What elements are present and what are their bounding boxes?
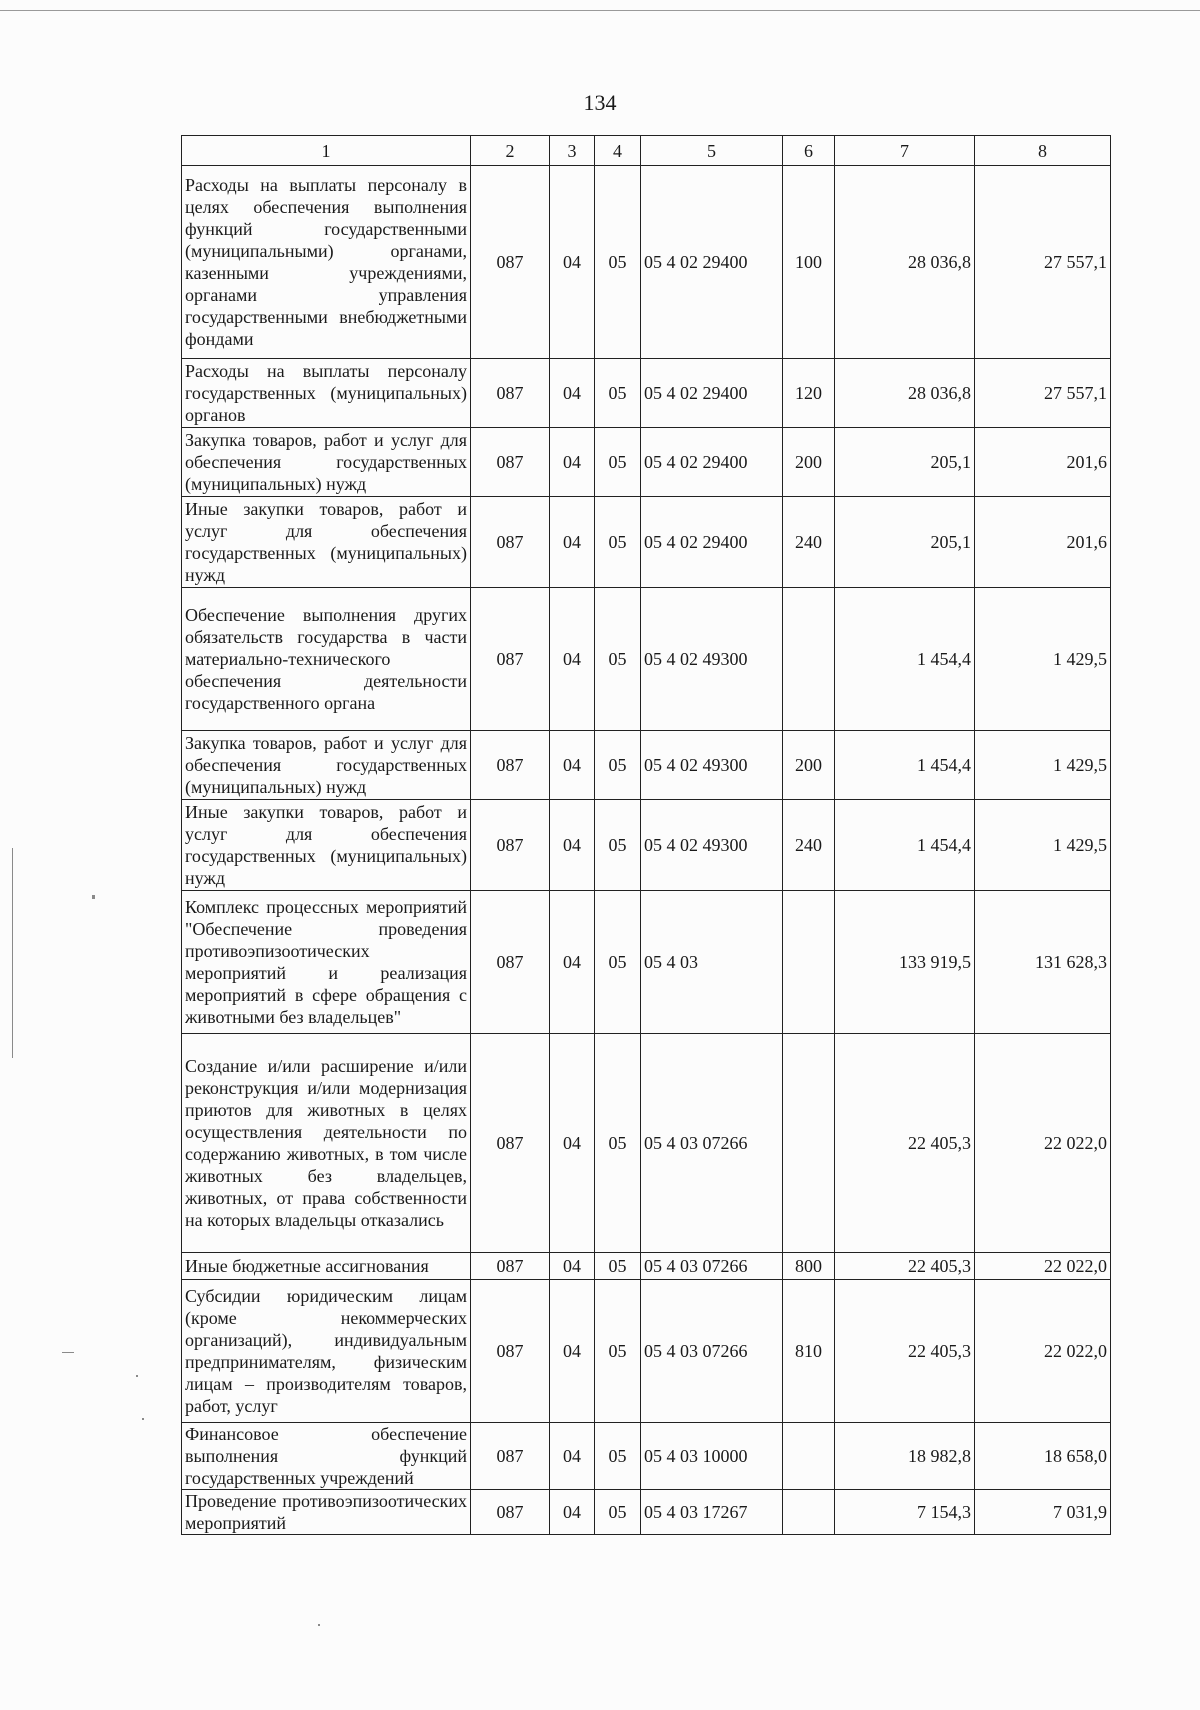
cell-rz: 04 bbox=[550, 588, 595, 731]
cell-rz: 04 bbox=[550, 1423, 595, 1490]
budget-table bbox=[181, 135, 1111, 1535]
cell-ved: 087 bbox=[471, 1280, 550, 1423]
table-row bbox=[182, 1280, 1111, 1423]
cell-vr: 120 bbox=[783, 359, 835, 428]
cell-csr: 05 4 02 49300 bbox=[641, 588, 783, 731]
cell-vr bbox=[783, 588, 835, 731]
cell-pr: 05 bbox=[595, 891, 641, 1034]
header-cell-vr: 6 bbox=[783, 136, 835, 166]
cell-name: Проведение противоэпизоотических мероприятий bbox=[182, 1490, 471, 1535]
header-cell-rz: 3 bbox=[550, 136, 595, 166]
cell-rz: 04 bbox=[550, 891, 595, 1034]
cell-vr: 240 bbox=[783, 497, 835, 588]
scan-artifact bbox=[136, 1375, 138, 1377]
cell-rz: 04 bbox=[550, 166, 595, 359]
cell-rz: 04 bbox=[550, 1280, 595, 1423]
cell-vr: 240 bbox=[783, 800, 835, 891]
cell-csr: 05 4 03 07266 bbox=[641, 1034, 783, 1253]
cell-sum1: 22 405,3 bbox=[835, 1280, 975, 1423]
cell-ved: 087 bbox=[471, 731, 550, 800]
cell-ved: 087 bbox=[471, 497, 550, 588]
cell-vr: 200 bbox=[783, 731, 835, 800]
cell-name: Обеспечение выполнения других обязательств государства в части материально-технического обеспечения деятельности государственного органа bbox=[182, 588, 471, 731]
cell-sum2: 18 658,0 bbox=[975, 1423, 1111, 1490]
cell-sum1: 205,1 bbox=[835, 428, 975, 497]
cell-name: Создание и/или расширение и/или реконструкция и/или модернизация приютов для животных в целях осуществления деятельности по содержанию животных, в том числе животных без владельцев, животных, от права собственности на которых владельцы отказались bbox=[182, 1034, 471, 1253]
cell-csr: 05 4 02 29400 bbox=[641, 359, 783, 428]
cell-ved: 087 bbox=[471, 891, 550, 1034]
table-row bbox=[182, 731, 1111, 800]
cell-name: Комплекс процессных мероприятий "Обеспечение проведения противоэпизоотических мероприятий и реализация мероприятий в сфере обращения с животными без владельцев" bbox=[182, 891, 471, 1034]
table-row bbox=[182, 1034, 1111, 1253]
cell-ved: 087 bbox=[471, 1034, 550, 1253]
cell-ved: 087 bbox=[471, 1253, 550, 1280]
cell-sum2: 131 628,3 bbox=[975, 891, 1111, 1034]
header-cell-sum1: 7 bbox=[835, 136, 975, 166]
cell-pr: 05 bbox=[595, 1253, 641, 1280]
cell-sum1: 1 454,4 bbox=[835, 588, 975, 731]
cell-ved: 087 bbox=[471, 428, 550, 497]
cell-name: Субсидии юридическим лицам (кроме некоммерческих организаций), индивидуальным предпринимателям, физическим лицам – производителям товаров, работ, услуг bbox=[182, 1280, 471, 1423]
cell-sum1: 1 454,4 bbox=[835, 800, 975, 891]
header-cell-name: 1 bbox=[182, 136, 471, 166]
cell-vr: 810 bbox=[783, 1280, 835, 1423]
scan-artifact bbox=[12, 848, 13, 1058]
cell-rz: 04 bbox=[550, 1253, 595, 1280]
cell-csr: 05 4 03 07266 bbox=[641, 1280, 783, 1423]
scan-artifact bbox=[62, 1352, 74, 1353]
cell-name: Закупка товаров, работ и услуг для обеспечения государственных (муниципальных) нужд bbox=[182, 428, 471, 497]
cell-pr: 05 bbox=[595, 359, 641, 428]
cell-rz: 04 bbox=[550, 428, 595, 497]
cell-vr bbox=[783, 1490, 835, 1535]
cell-sum2: 22 022,0 bbox=[975, 1280, 1111, 1423]
cell-rz: 04 bbox=[550, 359, 595, 428]
cell-sum2: 27 557,1 bbox=[975, 166, 1111, 359]
cell-csr: 05 4 02 49300 bbox=[641, 800, 783, 891]
cell-csr: 05 4 02 49300 bbox=[641, 731, 783, 800]
cell-sum2: 1 429,5 bbox=[975, 588, 1111, 731]
scan-edge-line bbox=[0, 10, 1200, 11]
cell-ved: 087 bbox=[471, 1490, 550, 1535]
cell-rz: 04 bbox=[550, 800, 595, 891]
scan-artifact bbox=[142, 1418, 144, 1420]
table-row bbox=[182, 588, 1111, 731]
cell-csr: 05 4 02 29400 bbox=[641, 428, 783, 497]
header-cell-pr: 4 bbox=[595, 136, 641, 166]
cell-rz: 04 bbox=[550, 1490, 595, 1535]
cell-name: Иные бюджетные ассигнования bbox=[182, 1253, 471, 1280]
cell-sum2: 27 557,1 bbox=[975, 359, 1111, 428]
cell-ved: 087 bbox=[471, 800, 550, 891]
cell-vr: 800 bbox=[783, 1253, 835, 1280]
cell-pr: 05 bbox=[595, 166, 641, 359]
header-row bbox=[182, 136, 1111, 166]
table-row bbox=[182, 1423, 1111, 1490]
cell-csr: 05 4 03 10000 bbox=[641, 1423, 783, 1490]
scan-artifact bbox=[318, 1624, 320, 1626]
cell-csr: 05 4 03 07266 bbox=[641, 1253, 783, 1280]
cell-vr bbox=[783, 1423, 835, 1490]
cell-sum1: 22 405,3 bbox=[835, 1253, 975, 1280]
cell-sum1: 28 036,8 bbox=[835, 166, 975, 359]
cell-pr: 05 bbox=[595, 428, 641, 497]
cell-name: Закупка товаров, работ и услуг для обеспечения государственных (муниципальных) нужд bbox=[182, 731, 471, 800]
table-row bbox=[182, 800, 1111, 891]
cell-sum2: 7 031,9 bbox=[975, 1490, 1111, 1535]
cell-sum2: 22 022,0 bbox=[975, 1253, 1111, 1280]
table-row bbox=[182, 891, 1111, 1034]
cell-vr: 100 bbox=[783, 166, 835, 359]
cell-csr: 05 4 03 17267 bbox=[641, 1490, 783, 1535]
cell-name: Иные закупки товаров, работ и услуг для обеспечения государственных (муниципальных) нужд bbox=[182, 497, 471, 588]
table-row bbox=[182, 428, 1111, 497]
cell-sum2: 201,6 bbox=[975, 428, 1111, 497]
header-cell-csr: 5 bbox=[641, 136, 783, 166]
cell-csr: 05 4 02 29400 bbox=[641, 497, 783, 588]
table-row bbox=[182, 1253, 1111, 1280]
header-cell-sum2: 8 bbox=[975, 136, 1111, 166]
table-row bbox=[182, 166, 1111, 359]
cell-name: Финансовое обеспечение выполнения функций государственных учреждений bbox=[182, 1423, 471, 1490]
cell-pr: 05 bbox=[595, 497, 641, 588]
cell-ved: 087 bbox=[471, 588, 550, 731]
cell-ved: 087 bbox=[471, 359, 550, 428]
cell-sum2: 201,6 bbox=[975, 497, 1111, 588]
cell-rz: 04 bbox=[550, 497, 595, 588]
cell-rz: 04 bbox=[550, 731, 595, 800]
cell-csr: 05 4 03 bbox=[641, 891, 783, 1034]
cell-sum1: 133 919,5 bbox=[835, 891, 975, 1034]
scan-artifact bbox=[92, 895, 95, 899]
cell-pr: 05 bbox=[595, 1423, 641, 1490]
cell-sum1: 18 982,8 bbox=[835, 1423, 975, 1490]
cell-sum1: 22 405,3 bbox=[835, 1034, 975, 1253]
table-row bbox=[182, 1490, 1111, 1535]
cell-sum1: 28 036,8 bbox=[835, 359, 975, 428]
cell-pr: 05 bbox=[595, 800, 641, 891]
cell-rz: 04 bbox=[550, 1034, 595, 1253]
cell-pr: 05 bbox=[595, 731, 641, 800]
cell-name: Расходы на выплаты персоналу в целях обеспечения выполнения функций государственными (муниципальными) органами, казенными учреждениями, органами управления государственными внебюджетными фондами bbox=[182, 166, 471, 359]
page-number: 134 bbox=[583, 90, 617, 115]
cell-sum2: 1 429,5 bbox=[975, 731, 1111, 800]
cell-sum1: 1 454,4 bbox=[835, 731, 975, 800]
cell-ved: 087 bbox=[471, 166, 550, 359]
cell-pr: 05 bbox=[595, 588, 641, 731]
cell-vr: 200 bbox=[783, 428, 835, 497]
cell-pr: 05 bbox=[595, 1034, 641, 1253]
cell-name: Расходы на выплаты персоналу государственных (муниципальных) органов bbox=[182, 359, 471, 428]
cell-sum2: 22 022,0 bbox=[975, 1034, 1111, 1253]
header-cell-ved: 2 bbox=[471, 136, 550, 166]
cell-vr bbox=[783, 1034, 835, 1253]
table-row bbox=[182, 359, 1111, 428]
cell-pr: 05 bbox=[595, 1280, 641, 1423]
cell-vr bbox=[783, 891, 835, 1034]
cell-csr: 05 4 02 29400 bbox=[641, 166, 783, 359]
table-row bbox=[182, 497, 1111, 588]
cell-sum1: 205,1 bbox=[835, 497, 975, 588]
cell-sum2: 1 429,5 bbox=[975, 800, 1111, 891]
cell-pr: 05 bbox=[595, 1490, 641, 1535]
cell-sum1: 7 154,3 bbox=[835, 1490, 975, 1535]
cell-name: Иные закупки товаров, работ и услуг для обеспечения государственных (муниципальных) нужд bbox=[182, 800, 471, 891]
cell-ved: 087 bbox=[471, 1423, 550, 1490]
